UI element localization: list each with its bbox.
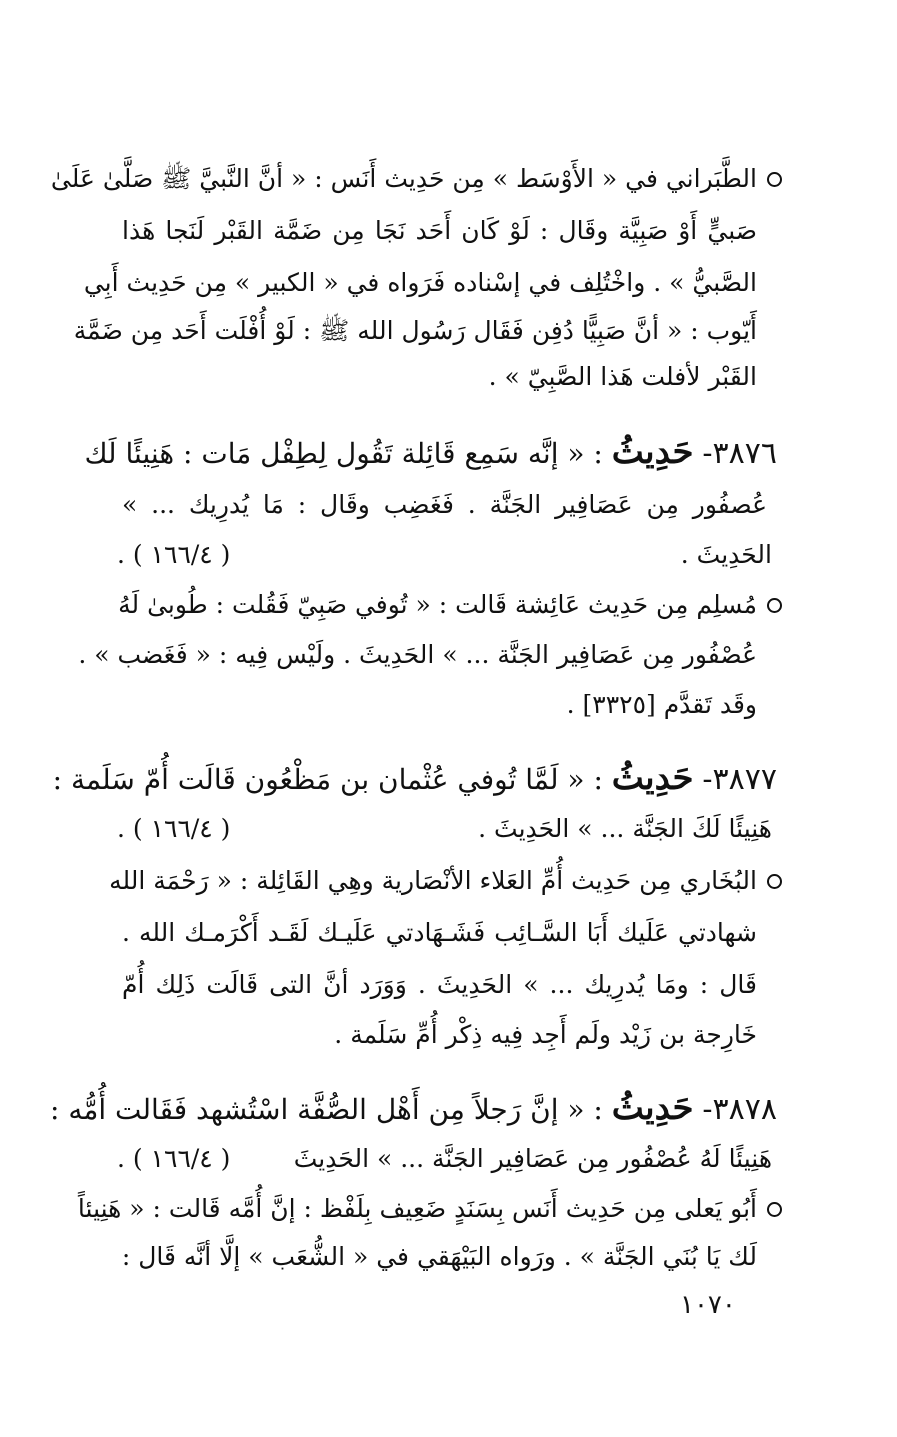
commentary-line: البُخَاري مِن حَدِيث أُمِّ العَلاء الأنْصَارية وهِي القَائِلة : « رَحْمَة الله (109, 866, 757, 895)
hadith-label: حَدِيثُ (611, 1088, 694, 1128)
commentary-line: القَبْر لأفلت هَذا الصَّبِيّ » . (488, 362, 757, 391)
bullet-circle-icon (767, 172, 782, 187)
bullet-circle-icon (767, 598, 782, 613)
commentary-line: مُسلِم مِن حَدِيث عَائِشة قَالت : « تُوفي صَبِيّ فَقُلت : طُوبىٰ لَهُ (118, 590, 757, 619)
volume-page-reference: ( ١٦٦/٤ ) . (117, 1144, 231, 1173)
hadith-text-end: الحَدِيثَ . (680, 540, 772, 569)
commentary-line: لَك يَا بُنَي الجَنَّة » . ورَواه البَيْهَقي في « الشُّعَب » إلَّا أنَّه قَال : (121, 1242, 757, 1271)
commentary-line: قَال : ومَا يُدرِيك ... » الحَدِيثَ . وَوَرَد أنَّ التى قَالَت ذَلِك أُمّ (122, 970, 757, 999)
hadith-text-end: هَنِيئًا لَكَ الجَنَّة ... » الحَدِيثَ . (478, 814, 772, 843)
volume-page-reference: ( ١٦٦/٤ ) . (117, 814, 231, 843)
hadith-number: ٣٨٧٦- (702, 436, 777, 471)
commentary-line: أَبُو يَعلى مِن حَدِيث أَنَس بِسَنَدٍ ضَعِيف بِلَفْظ : إنَّ أُمَّه قَالت : « هَنِيئاً (77, 1194, 757, 1223)
hadith-heading-3877 (52, 756, 777, 800)
hadith-label: حَدِيثُ (611, 758, 694, 798)
hadith-reference-row (117, 1138, 772, 1180)
commentary-line: أَيّوب : « أنَّ صَبِيًّا دُفِن فَقَال رَسُول الله ﷺ : لَوْ أُفْلَت أَحَد مِن ضَمَّة (73, 316, 757, 345)
bullet-circle-icon (767, 1202, 782, 1217)
commentary-line: خَارِجة بن زَيْد ولَم أَجِد فِيه ذِكْر أُمِّ سَلَمة . (334, 1020, 757, 1049)
commentary-line: الصَّبيُّ » . واخْتُلِف في إسْناده فَرَواه في « الكبير » مِن حَدِيث أَبِي (83, 268, 757, 297)
hadith-heading-3878 (49, 1086, 777, 1130)
hadith-text: : « إنَّه سَمِع قَائِلة تَقُول لِطِفْل مَات : هَنِيئًا لَك (84, 437, 603, 470)
commentary-line: الطَّبَراني في « الأَوْسَط » مِن حَدِيث أَنَس : « أنَّ النَّبيَّ ﷺ صَلَّىٰ عَلَىٰ (50, 164, 757, 193)
hadith-number: ٣٨٧٨- (702, 1092, 777, 1127)
commentary-line: وقَد تَقدَّم [٣٣٢٥] . (566, 690, 757, 719)
hadith-text-line: عُصفُور مِن عَصَافِير الجَنَّة . فَغَضِب وقَال : مَا يُدرِيك ... » (122, 490, 767, 519)
hadith-label: حَدِيثُ (611, 432, 694, 472)
hadith-heading-3876 (84, 430, 777, 474)
commentary-line: عُصْفُور مِن عَصَافِير الجَنَّة ... » الحَدِيثَ . ولَيْس فِيه : « فَغَضب » . (78, 640, 757, 669)
bullet-circle-icon (767, 874, 782, 889)
volume-page-reference: ( ١٦٦/٤ ) . (117, 540, 231, 569)
hadith-text-end: هَنِيئًا لَهُ عُصْفُور مِن عَصَافِير الجَنَّة ... » الحَدِيثَ (293, 1144, 772, 1173)
hadith-text: : « إنَّ رَجلاً مِن أَهْل الصُّفَّة اسْتُشهد فَقَالت أُمُّه : (49, 1093, 603, 1126)
hadith-reference-row (117, 534, 772, 576)
hadith-number: ٣٨٧٧- (702, 762, 777, 797)
commentary-line: صَبيٍّ أَوْ صَبِيَّة وقَال : لَوْ كَان أَحَد نَجَا مِن ضَمَّة القَبْر لَنَجا هَذا (122, 216, 757, 245)
hadith-text: : « لَمَّا تُوفي عُثْمان بن مَظْعُون قَالَت أُمّ سَلَمة : (52, 763, 603, 796)
page-number: ١٠٧٠ (680, 1290, 736, 1320)
hadith-reference-row (117, 808, 772, 850)
commentary-line: شهادتي عَلَيك أَبَا السَّـائِب فَشَـهَادتي عَلَيـك لَقَـد أَكْرَمـك الله . (122, 918, 757, 947)
